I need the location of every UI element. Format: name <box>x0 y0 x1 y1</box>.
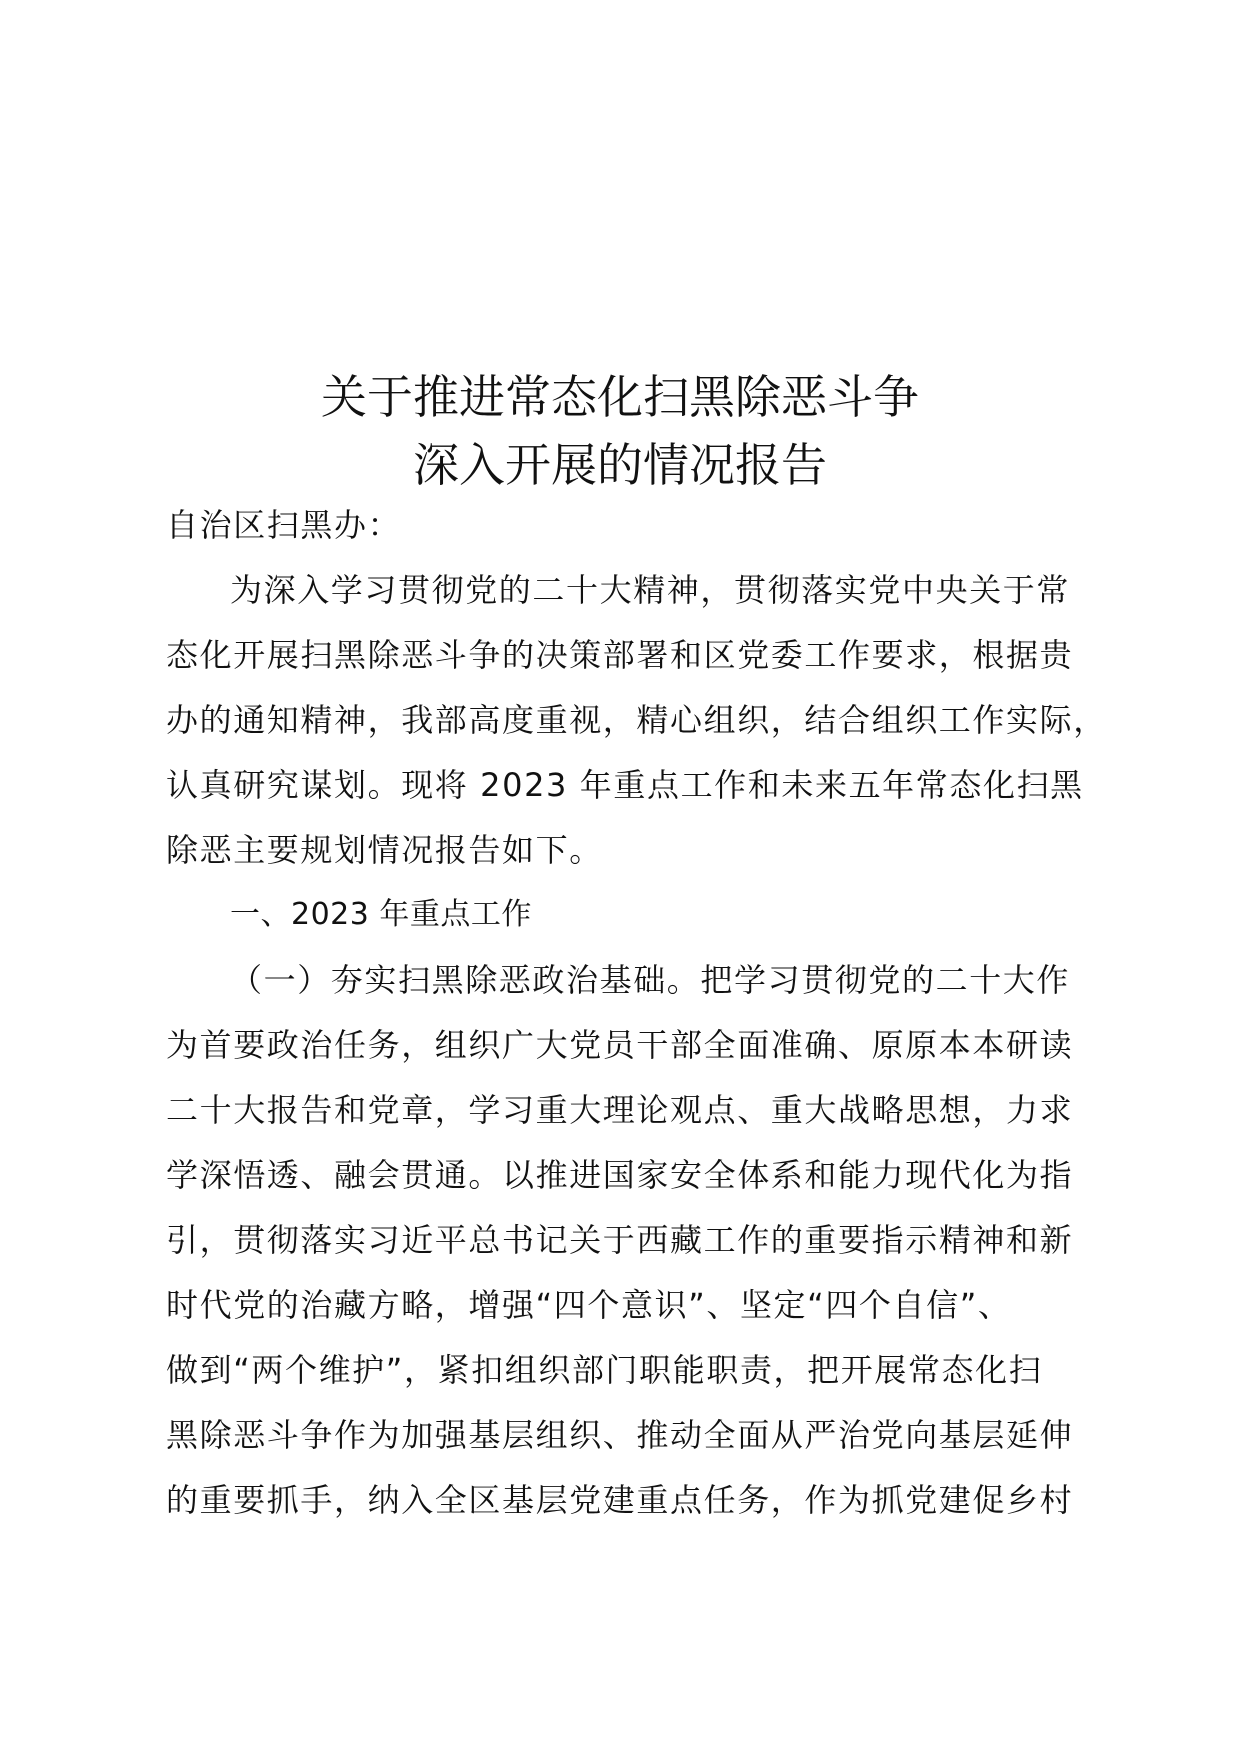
body-line: 学深悟透、融会贯通。以推进国家安全体系和能力现代化为指 <box>166 1156 1074 1194</box>
body-line: 引，贯彻落实习近平总书记关于西藏工作的重要指示精神和新 <box>166 1221 1074 1259</box>
body-line: 做到“两个维护”，紧扣组织部门职能职责，把开展常态化扫 <box>166 1351 1043 1389</box>
document-title-line-1: 关于推进常态化扫黑除恶斗争 <box>321 370 919 424</box>
body-line: 认真研究谋划。现将 2023 年重点工作和未来五年常态化扫黑 <box>166 766 1084 804</box>
section-heading: 一、2023 年重点工作 <box>230 897 532 932</box>
body-line: 除恶主要规划情况报告如下。 <box>166 831 603 869</box>
body-line: 办的通知精神，我部高度重视，精心组织，结合组织工作实际， <box>166 701 1107 739</box>
body-line: （一）夯实扫黑除恶政治基础。把学习贯彻党的二十大作 <box>230 961 1071 999</box>
body-line: 时代党的治藏方略，增强“四个意识”、坚定“四个自信”、 <box>166 1286 1012 1324</box>
document-title-line-2: 深入开展的情况报告 <box>413 438 827 492</box>
body-line: 态化开展扫黑除恶斗争的决策部署和区党委工作要求，根据贵 <box>166 636 1074 674</box>
body-line: 为深入学习贯彻党的二十大精神，贯彻落实党中央关于常 <box>230 571 1071 609</box>
body-line: 黑除恶斗争作为加强基层组织、推动全面从严治党向基层延伸 <box>166 1416 1074 1454</box>
salutation: 自治区扫黑办： <box>166 506 402 544</box>
body-line: 二十大报告和党章，学习重大理论观点、重大战略思想，力求 <box>166 1091 1074 1129</box>
body-line: 为首要政治任务，组织广大党员干部全面准确、原原本本研读 <box>166 1026 1074 1064</box>
body-line: 的重要抓手，纳入全区基层党建重点任务，作为抓党建促乡村 <box>166 1481 1074 1519</box>
